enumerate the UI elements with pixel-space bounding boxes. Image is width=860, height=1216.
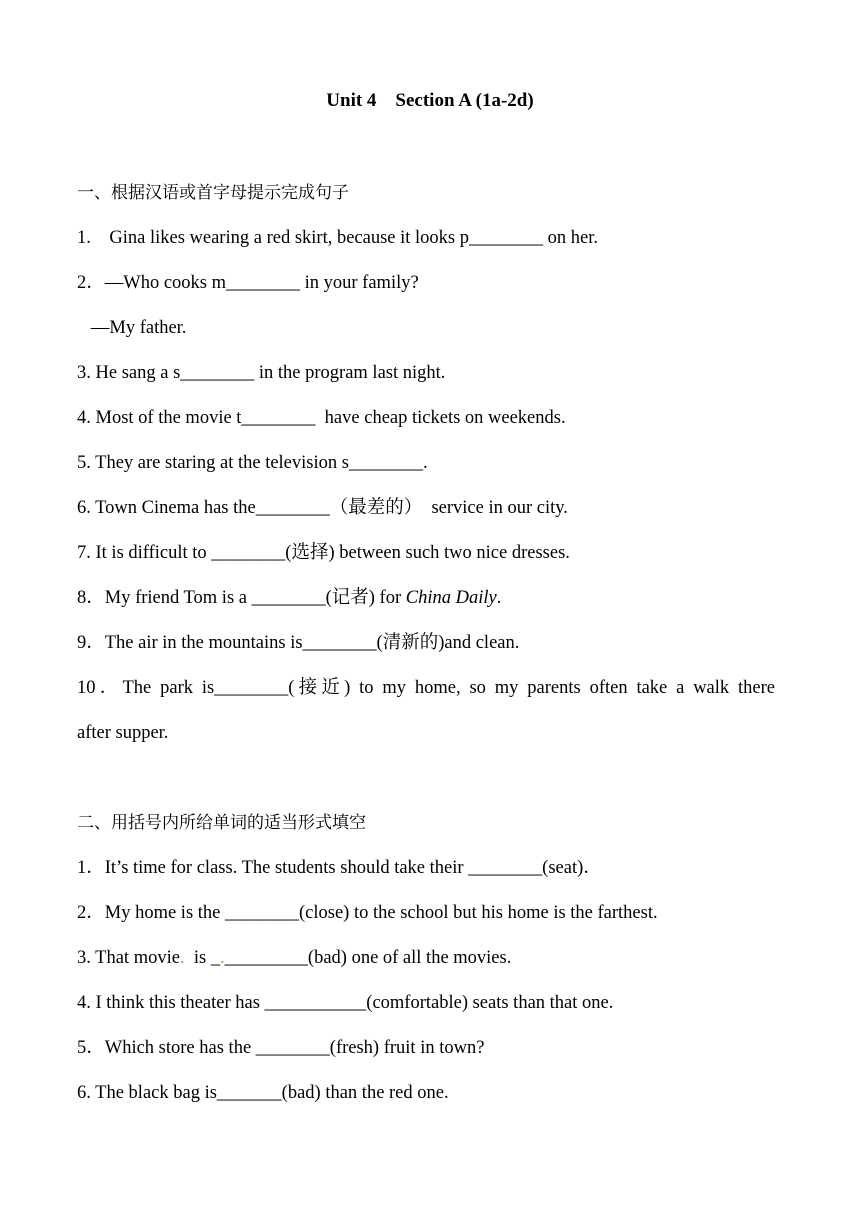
item-8-text: 8．My friend Tom is a ________(记者) for [77,588,406,608]
edit-mark: . [179,948,185,968]
part1-item-2-answer: —My father. [77,318,187,338]
newspaper-title: China Daily [405,588,497,608]
part1-item-9: 9．The air in the mountains is________(清新的)and clean. [77,633,520,653]
item-3-mid: is _ [184,948,221,968]
part1-item-5: 5. They are staring at the television s________. [77,453,428,473]
page-title: Unit 4 Section A (1a-2d) [326,90,534,111]
part1-item-10-line2: after supper. [77,723,169,743]
item-8-end: . [496,588,502,608]
part1-item-4: 4. Most of the movie t________ have cheap tickets on weekends. [77,408,566,428]
edit-mark: . [220,948,225,968]
part1-item-2-question: 2．—Who cooks m________ in your family? [77,273,419,293]
part2-item-5: 5．Which store has the ________(fresh) fruit in town? [77,1038,485,1058]
part1-item-6: 6. Town Cinema has the________（最差的） service in our city. [77,498,568,518]
item-3-end: _________(bad) one of all the movies. [224,948,512,968]
part2-heading: 二、用括号内所给单词的适当形式填空 [77,813,366,833]
part1-item-3: 3. He sang a s________ in the program last night. [77,363,446,383]
part2-item-2: 2．My home is the ________(close) to the school but his home is the farthest. [77,903,658,923]
part1-item-8 [77,585,501,611]
part1-item-1: 1. Gina likes wearing a red skirt, because it looks p________ on her. [77,228,598,248]
part1-item-7: 7. It is difficult to ________(选择) between such two nice dresses. [77,543,570,563]
part1-heading: 一、根据汉语或首字母提示完成句子 [77,183,349,203]
part2-item-3 [77,945,511,971]
part2-item-1: 1．It’s time for class. The students should take their ________(seat)． [77,858,602,878]
part1-item-10-line1: 10．The park is________(接近) to my home, so my parents often take a walk there [77,678,776,698]
part2-item-6: 6. The black bag is_______(bad) than the red one. [77,1083,449,1103]
item-3-text: 3. That movie [77,948,180,968]
part2-item-4: 4. I think this theater has ___________(comfortable) seats than that one. [77,993,614,1013]
